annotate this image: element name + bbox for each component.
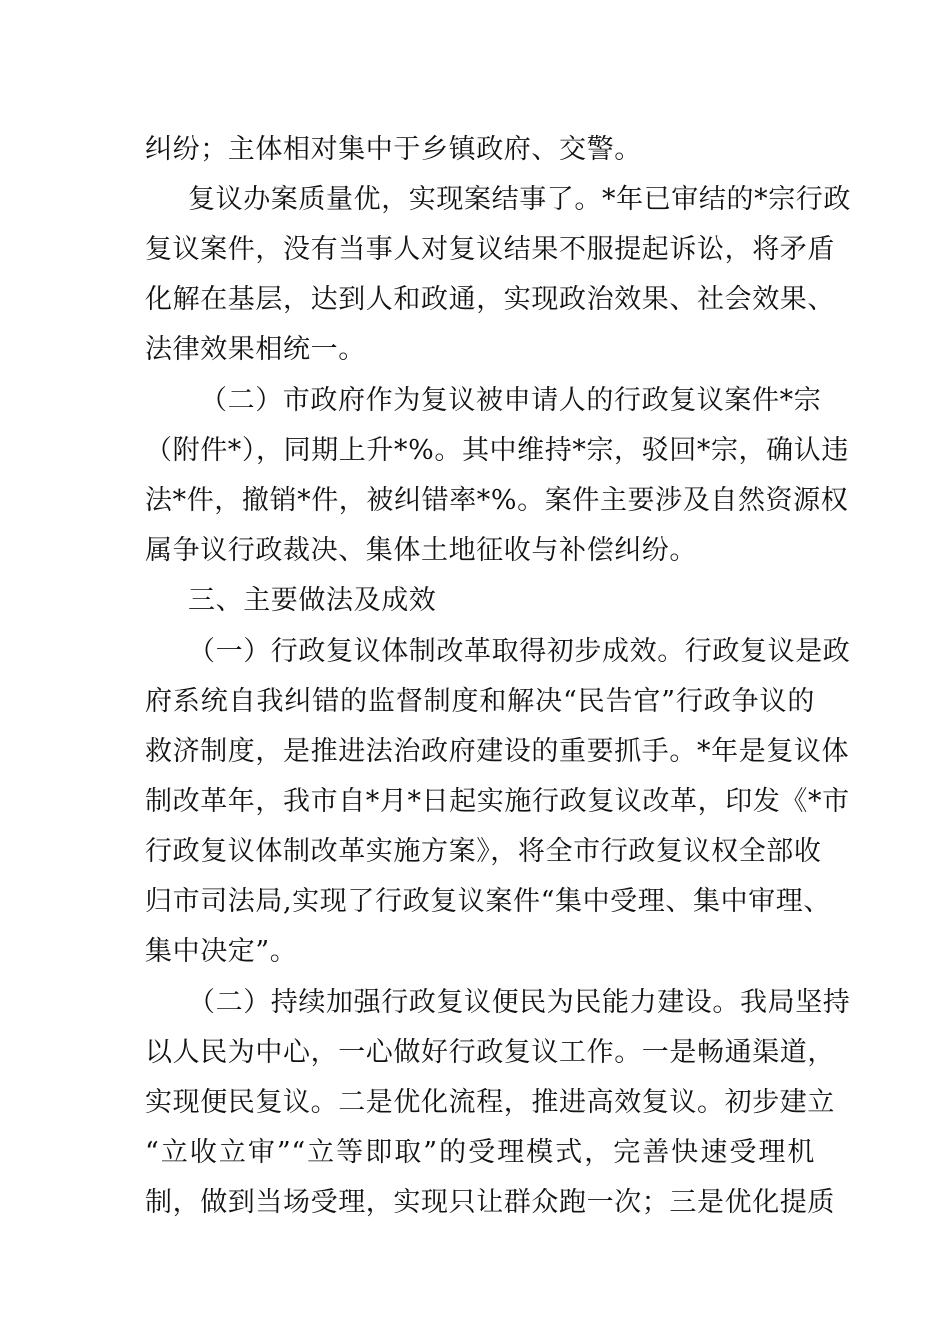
text-line: （二）持续加强行政复议便民为民能力建设。我局坚持 (188, 987, 851, 1018)
text-line: 纠纷；主体相对集中于乡镇政府、交警。 (145, 134, 642, 165)
text-line: 复议办案质量优，实现案结事了。*年已审结的*宗行政 (188, 184, 851, 215)
text-line: （二）市政府作为复议被申请人的行政复议案件*宗 (200, 385, 822, 416)
text-line: 归市司法局,实现了行政复议案件“集中受理、集中审理、 (145, 886, 831, 917)
text-line: 法律效果相统一。 (145, 334, 366, 365)
text-line: （一）行政复议体制改革取得初步成效。行政复议是政 (188, 636, 851, 667)
text-line: 府系统自我纠错的监督制度和解决“民告官”行政争议的 (145, 686, 815, 717)
text-line: 制改革年，我市自*月*日起实施行政复议改革，印发《*市 (145, 786, 850, 817)
text-line: 化解在基层，达到人和政通，实现政治效果、社会效果、 (145, 284, 835, 315)
text-line: （附件*），同期上升*%。其中维持*宗，驳回*宗，确认违 (145, 435, 849, 466)
text-line: 制，做到当场受理，实现只让群众跑一次；三是优化提质 (145, 1187, 835, 1218)
text-line: 以人民为中心，一心做好行政复议工作。一是畅通渠道， (145, 1037, 835, 1068)
text-line: 救济制度，是推进法治政府建设的重要抓手。*年是复议体 (145, 736, 850, 767)
text-line: 法*件，撤销*件，被纠错率*%。案件主要涉及自然资源权 (145, 485, 849, 516)
text-line: 集中决定”。 (145, 936, 298, 967)
section-heading: 三、主要做法及成效 (188, 585, 437, 616)
text-line: 复议案件，没有当事人对复议结果不服提起诉讼，将矛盾 (145, 234, 835, 265)
text-line: “立收立审”“立等即取”的受理模式，完善快速受理机 (145, 1137, 815, 1168)
text-line: 行政复议体制改革实施方案》，将全市行政复议权全部收 (145, 836, 822, 867)
text-line: 实现便民复议。二是优化流程，推进高效复议。初步建立 (145, 1087, 835, 1118)
text-line: 属争议行政裁决、集体土地征收与补偿纠纷。 (145, 535, 697, 566)
